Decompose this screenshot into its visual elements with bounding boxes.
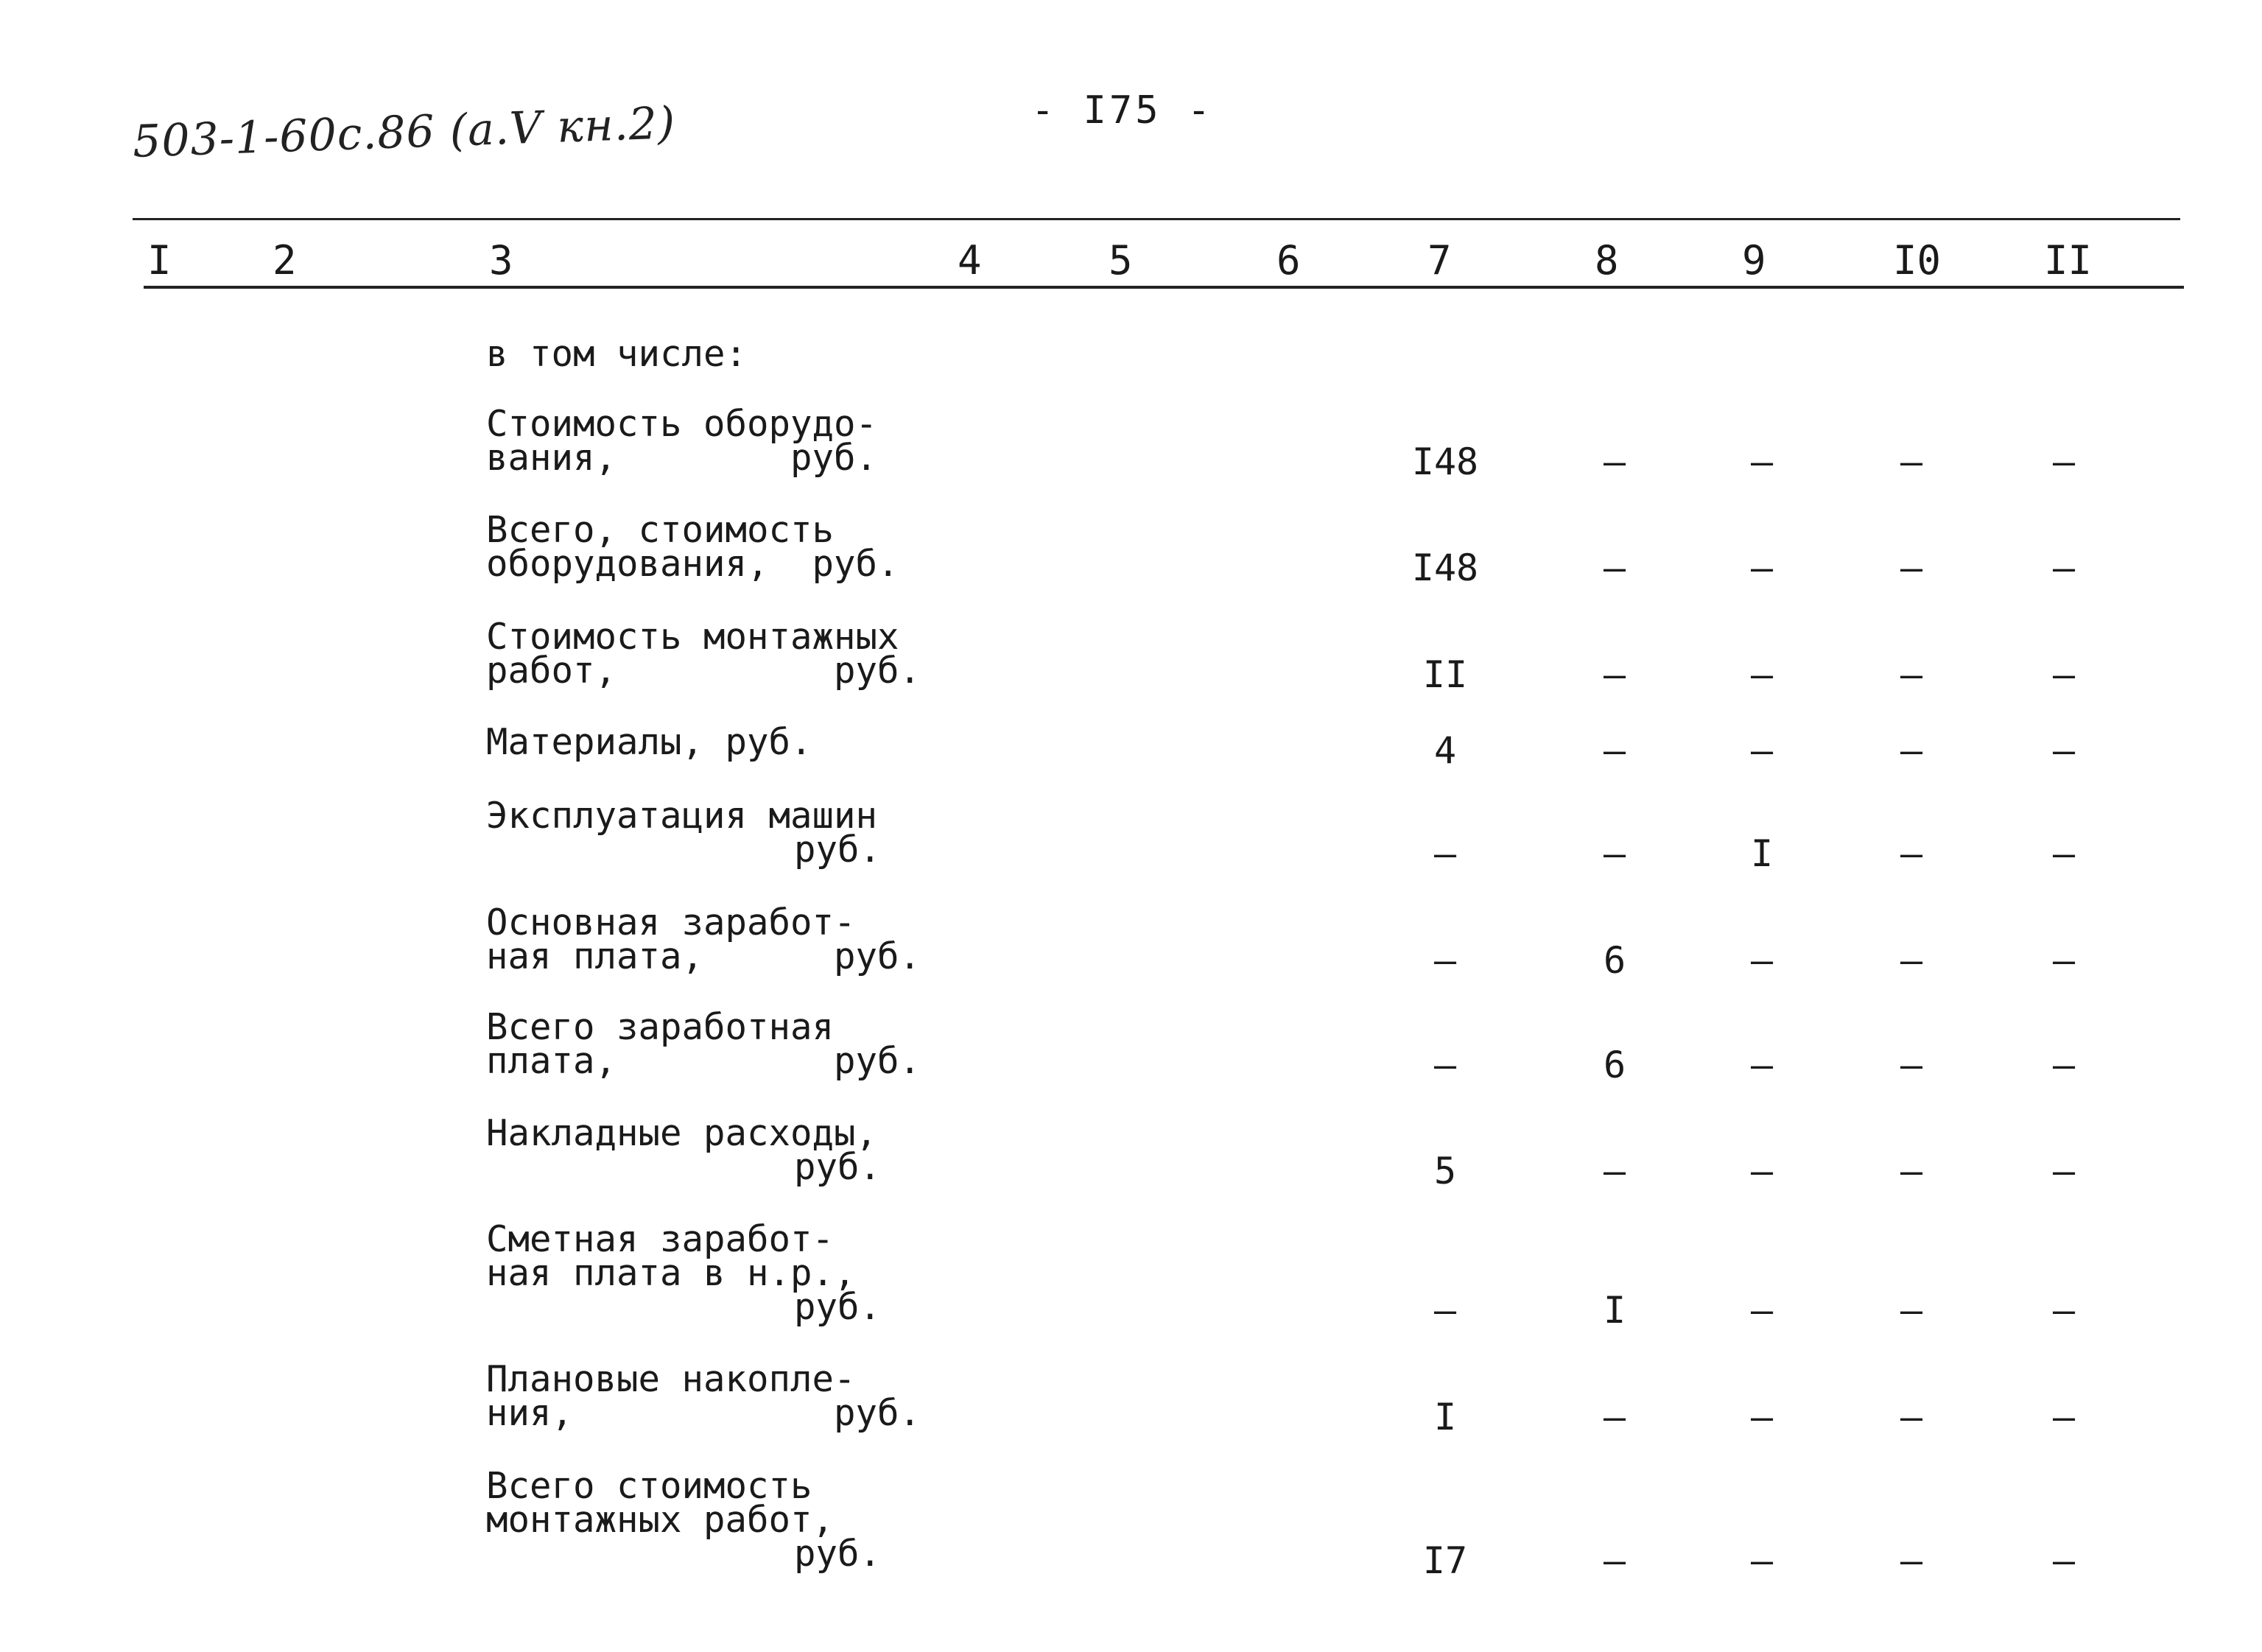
- table-cell-col11: –: [2052, 832, 2076, 875]
- table-cell-col7: 5: [1433, 1150, 1457, 1192]
- table-cell-col10: –: [1900, 939, 1923, 982]
- column-header-1: I: [147, 237, 172, 284]
- row-label-line: руб.: [793, 1286, 881, 1328]
- table-cell-col10: –: [1900, 729, 1923, 772]
- table-cell-col7: II: [1422, 653, 1468, 696]
- table-cell-col10: –: [1900, 1539, 1923, 1582]
- row-label-line: Всего, стоимость: [486, 509, 835, 551]
- table-cell-col8: –: [1603, 546, 1626, 589]
- row-label-line: вания, руб.: [486, 437, 878, 479]
- table-cell-col7: I48: [1411, 546, 1479, 589]
- table-cell-col9: –: [1750, 653, 1774, 696]
- table-cell-col8: –: [1603, 440, 1626, 483]
- column-header-9: 9: [1742, 237, 1766, 284]
- row-label-line: руб.: [793, 1533, 881, 1575]
- table-cell-col8: 6: [1603, 1044, 1626, 1086]
- section-intro: в том числе:: [486, 333, 748, 375]
- column-header-6: 6: [1276, 237, 1301, 284]
- table-cell-col7: –: [1433, 1289, 1457, 1332]
- row-label-line: плата, руб.: [486, 1040, 921, 1082]
- table-cell-col8: –: [1603, 1539, 1626, 1582]
- table-cell-col11: –: [2052, 653, 2076, 696]
- table-cell-col9: I: [1750, 832, 1774, 875]
- row-label: [486, 403, 958, 479]
- row-label: [486, 795, 958, 871]
- table-cell-col11: –: [2052, 729, 2076, 772]
- table-cell-col9: –: [1750, 546, 1774, 589]
- row-label: [486, 1006, 958, 1082]
- table-cell-col11: –: [2052, 546, 2076, 589]
- table-cell-col11: –: [2052, 1396, 2076, 1438]
- row-label: [486, 1218, 958, 1328]
- row-label-line: ния, руб.: [486, 1392, 921, 1434]
- table-top-rule: [133, 218, 2180, 220]
- row-label-line: Плановые накопле-: [486, 1358, 856, 1400]
- table-cell-col9: –: [1750, 1289, 1774, 1332]
- column-header-8: 8: [1595, 237, 1619, 284]
- table-cell-col8: –: [1603, 729, 1626, 772]
- table-cell-col7: 4: [1433, 729, 1457, 772]
- row-label: [486, 721, 958, 763]
- row-label-line: ная плата, руб.: [486, 935, 921, 977]
- row-label: [486, 901, 958, 977]
- table-cell-col8: –: [1603, 832, 1626, 875]
- table-cell-col8: –: [1603, 1396, 1626, 1438]
- table-cell-col11: –: [2052, 939, 2076, 982]
- column-header-7: 7: [1427, 237, 1452, 284]
- row-label-line: Всего стоимость: [486, 1465, 812, 1507]
- row-label-line: Эксплуатация машин: [486, 795, 878, 837]
- table-cell-col10: –: [1900, 1289, 1923, 1332]
- table-cell-col7: I7: [1422, 1539, 1468, 1582]
- row-label-line: Основная заработ-: [486, 901, 856, 943]
- table-cell-col11: –: [2052, 1289, 2076, 1332]
- handwritten-doc-reference: 503-1-60с.86 (а.V кн.2): [132, 97, 677, 168]
- table-cell-col11: –: [2052, 1044, 2076, 1086]
- row-label: [486, 1358, 958, 1434]
- row-label: [486, 509, 958, 585]
- row-label-line: ная плата в н.р.,: [486, 1252, 856, 1294]
- row-label-line: работ, руб.: [486, 650, 921, 692]
- table-cell-col7: I: [1433, 1396, 1457, 1438]
- column-header-4: 4: [958, 237, 982, 284]
- table-cell-col9: –: [1750, 1044, 1774, 1086]
- page-number: - I75 -: [1031, 88, 1214, 133]
- table-cell-col8: –: [1603, 653, 1626, 696]
- column-header-5: 5: [1109, 237, 1133, 284]
- table-cell-col11: –: [2052, 1539, 2076, 1582]
- row-label: [486, 1465, 958, 1575]
- row-label: [486, 1112, 958, 1188]
- row-label-line: Сметная заработ-: [486, 1218, 835, 1260]
- row-label-line: Всего заработная: [486, 1006, 835, 1048]
- row-label-line: руб.: [793, 1146, 881, 1188]
- table-cell-col10: –: [1900, 1150, 1923, 1192]
- row-label-line: Стоимость монтажных: [486, 616, 899, 658]
- table-cell-col9: –: [1750, 440, 1774, 483]
- column-header-2: 2: [273, 237, 297, 284]
- table-cell-col7: I48: [1411, 440, 1479, 483]
- table-cell-col11: –: [2052, 1150, 2076, 1192]
- row-label-line: монтажных работ,: [486, 1499, 835, 1541]
- row-label-line: Материалы, руб.: [486, 721, 812, 763]
- table-cell-col10: –: [1900, 546, 1923, 589]
- column-header-11: II: [2044, 237, 2093, 284]
- row-label-line: Стоимость оборудо-: [486, 403, 878, 445]
- row-label: [486, 616, 958, 692]
- table-cell-col7: –: [1433, 1044, 1457, 1086]
- table-cell-col9: –: [1750, 1396, 1774, 1438]
- row-label-line: руб.: [793, 829, 881, 871]
- column-header-10: I0: [1893, 237, 1942, 284]
- table-cell-col9: –: [1750, 729, 1774, 772]
- table-cell-col10: –: [1900, 653, 1923, 696]
- table-cell-col9: –: [1750, 939, 1774, 982]
- table-cell-col9: –: [1750, 1539, 1774, 1582]
- table-cell-col10: –: [1900, 1044, 1923, 1086]
- table-cell-col9: –: [1750, 1150, 1774, 1192]
- table-cell-col11: –: [2052, 440, 2076, 483]
- table-cell-col10: –: [1900, 440, 1923, 483]
- table-cell-col8: –: [1603, 1150, 1626, 1192]
- table-cell-col10: –: [1900, 832, 1923, 875]
- header-underline: [144, 286, 2184, 289]
- column-header-3: 3: [489, 237, 513, 284]
- table-cell-col8: 6: [1603, 939, 1626, 982]
- row-label-line: оборудования, руб.: [486, 543, 899, 585]
- table-cell-col7: –: [1433, 939, 1457, 982]
- row-label-line: Накладные расходы,: [486, 1112, 878, 1154]
- table-cell-col7: –: [1433, 832, 1457, 875]
- table-cell-col10: –: [1900, 1396, 1923, 1438]
- table-cell-col8: I: [1603, 1289, 1626, 1332]
